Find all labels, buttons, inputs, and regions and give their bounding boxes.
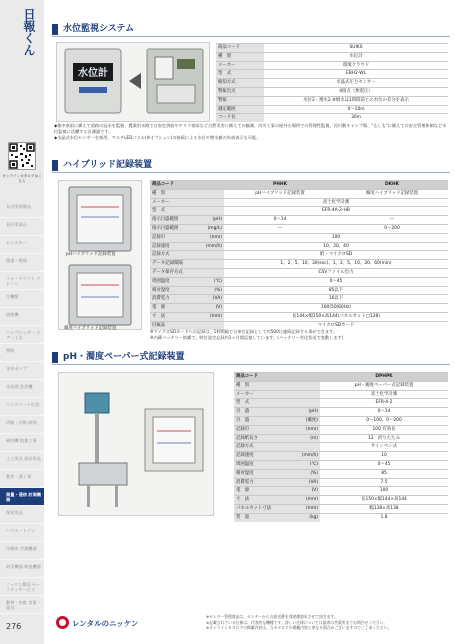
spec-value: 0〜200 bbox=[336, 224, 448, 233]
spec-label: メーカー bbox=[216, 61, 264, 70]
note-line: ※内蔵バッテリー搭載で、時計設定記録約1ヶ月間記憶しています。(バッテリー劣化状況で変動します) bbox=[150, 335, 344, 340]
spec-unit: (VA) bbox=[294, 478, 320, 487]
water-level-notes bbox=[54, 123, 448, 141]
spec-label: 型 式 bbox=[216, 70, 264, 79]
spec-value: 7.5 bbox=[320, 478, 448, 487]
spec-unit: (VA) bbox=[202, 295, 224, 304]
spec-label: 型 式 bbox=[234, 399, 294, 408]
photo-caption-turbidity: 濁度ハイブリッド記録装置 bbox=[64, 326, 117, 331]
sidebar-item[interactable]: 照明 bbox=[0, 344, 44, 362]
spec-label: 型 式 bbox=[150, 207, 202, 216]
photo-caption-ph: pHハイブリッド記録装置 bbox=[66, 252, 116, 257]
logo-mark-icon bbox=[56, 616, 69, 629]
sidebar-item[interactable]: 保安用品 bbox=[0, 506, 44, 524]
logo-text: レンタルのニッケン bbox=[72, 619, 139, 628]
spec-value: 環境クラウド bbox=[264, 61, 448, 70]
spec-unit: (%) bbox=[294, 469, 320, 478]
note-line: ◆水晶式水位センサーを採用。マルチLEDパネル(※オプション)の接続による水位や増水値の外部表示も可能。 bbox=[54, 135, 261, 140]
spec-value: 0〜45 bbox=[320, 460, 448, 469]
sidebar-item[interactable]: コンプレッサー エアー工具 bbox=[0, 326, 44, 344]
spec-value: 85以下 bbox=[224, 286, 448, 295]
spec-unit: (℃) bbox=[202, 277, 224, 286]
sidebar bbox=[0, 0, 44, 644]
spec-unit: (mm) bbox=[294, 496, 320, 505]
sidebar-item[interactable]: コンクリート打設 bbox=[0, 398, 44, 416]
spec-unit: (mm/h) bbox=[294, 452, 320, 461]
sidebar-item[interactable]: 切断・切削 研削 bbox=[0, 416, 44, 434]
spec-value: — bbox=[224, 224, 336, 233]
sidebar-item[interactable]: ハウス・トイレ bbox=[0, 524, 44, 542]
spec-label: 指示目盛範囲 bbox=[150, 216, 202, 225]
spec-label: 種 別 bbox=[150, 189, 202, 198]
footer-note: ※記載されている仕様は、代表的な機種です。詳しい仕様については最寄の営業所までお問合せください。 bbox=[206, 619, 388, 625]
spec-value: 30m bbox=[264, 114, 448, 122]
spec-label: 記録方式 bbox=[234, 443, 294, 452]
spec-unit: (kg) bbox=[294, 513, 320, 521]
spec-unit: (V) bbox=[202, 304, 224, 313]
svg-text:水位計: 水位計 bbox=[78, 68, 108, 79]
paper-recorder-photo bbox=[58, 372, 214, 516]
spec-value: EBH2-WL bbox=[264, 70, 448, 79]
spec-unit bbox=[202, 260, 224, 269]
spec-value: 水位2・増水2 ※増水は1時間前との水位の差分を表示 bbox=[264, 96, 448, 105]
spec-value: 水位計 bbox=[264, 52, 448, 61]
spec-label: 電 源 bbox=[150, 304, 202, 313]
spec-label: 周囲温度 bbox=[234, 460, 294, 469]
section-title-water-level: 水位監視システム bbox=[52, 22, 450, 37]
spec-label: 記録巾 bbox=[150, 233, 202, 242]
spec-label: 商品コード bbox=[216, 44, 264, 53]
spec-unit bbox=[202, 198, 224, 207]
spec-label: 測定範囲 bbox=[216, 105, 264, 114]
spec-unit: (V) bbox=[294, 487, 320, 496]
qr-caption: オンラインカタログはこちら bbox=[2, 174, 42, 183]
spec-value: サインペン式 bbox=[320, 443, 448, 452]
spec-value: SUIKS bbox=[264, 44, 448, 53]
footer-note: ※オンラインカタログの掲載内容は、当カタログの掲載内容と異なる場合がございますのでご了承ください。 bbox=[206, 625, 392, 631]
spec-value: 12 折りたたみ bbox=[320, 434, 448, 443]
spec-unit: (mm) bbox=[294, 504, 320, 513]
spec-value: 100 有効長 bbox=[320, 425, 448, 434]
paper-recorder-icon bbox=[59, 373, 213, 515]
spec-unit: (pH) bbox=[294, 408, 320, 417]
sidebar-item[interactable]: 揚重・整地 bbox=[0, 254, 44, 272]
sidebar-item[interactable]: 長計所高台 bbox=[0, 218, 44, 236]
spec-value: 富士化学計測 bbox=[224, 198, 448, 207]
page-number: 276 bbox=[6, 622, 22, 631]
sidebar-item[interactable]: 土工用具 保安用品 bbox=[0, 452, 44, 470]
spec-label: 記録方式 bbox=[150, 251, 202, 260]
spec-value: 100 bbox=[224, 233, 448, 242]
spec-unit bbox=[202, 189, 224, 198]
spec-value: 0〜45 bbox=[224, 277, 448, 286]
spec-unit bbox=[294, 390, 320, 399]
spec-value: 1.8 bbox=[320, 513, 448, 521]
spec-label: 指示目盛範囲 bbox=[150, 224, 202, 233]
spec-unit: (℃) bbox=[294, 460, 320, 469]
spec-label: 目 盛 bbox=[234, 408, 294, 417]
spec-unit bbox=[294, 443, 320, 452]
spec-unit: (%) bbox=[202, 286, 224, 295]
spec-unit bbox=[202, 181, 224, 190]
spec-value: 紙・マイクロSD bbox=[224, 251, 448, 260]
spec-unit: (mm) bbox=[294, 425, 320, 434]
sidebar-item[interactable]: 防災機器 検査機器 bbox=[0, 560, 44, 578]
sidebar-item[interactable]: 動物・害獣 食事・寝具 bbox=[0, 596, 44, 614]
sidebar-item[interactable]: 締固機 地業工事 bbox=[0, 434, 44, 452]
spec-unit: (mg/L) bbox=[202, 224, 224, 233]
note-line: ※マイクロSDカードへの記録は、1秒間隔で日単位記録として約500日連続記録する事ができます。 bbox=[150, 329, 338, 334]
spec-value: 100 bbox=[320, 487, 448, 496]
spec-value: マイクロSDカード bbox=[224, 321, 448, 329]
spec-value: CSVファイル出力 bbox=[224, 268, 448, 277]
spec-label: パネルカット寸法 bbox=[234, 504, 294, 513]
spec-label: 記録速度 bbox=[234, 452, 294, 461]
spec-value: 0〜10m bbox=[264, 105, 448, 114]
spec-value: 長144×幅150×高144(パネルカット□138) bbox=[224, 312, 448, 321]
spec-label: データ記録間隔 bbox=[150, 260, 202, 269]
spec-value: 10、20、40 bbox=[224, 242, 448, 251]
spec-value: DKHK bbox=[336, 181, 448, 190]
paper-recorder-spec-table bbox=[234, 372, 448, 522]
spec-unit bbox=[294, 381, 320, 390]
spec-unit: (mm) bbox=[202, 312, 224, 321]
spec-value: EFR-4-2 bbox=[320, 399, 448, 408]
sidebar-item[interactable]: ニッケン製品 セーフティサービス bbox=[0, 578, 44, 596]
water-level-device-icon bbox=[57, 43, 209, 121]
spec-label: 消費電力 bbox=[234, 478, 294, 487]
spec-label: 相対湿度 bbox=[234, 469, 294, 478]
spec-label: 相対湿度 bbox=[150, 286, 202, 295]
sidebar-item[interactable]: 冷暖房 空調機器 bbox=[0, 542, 44, 560]
spec-label: 種 別 bbox=[216, 52, 264, 61]
spec-value: EFR-4A-2-HB bbox=[224, 207, 448, 216]
hybrid-notes bbox=[150, 329, 448, 341]
spec-value: 0〜14 bbox=[320, 408, 448, 417]
spec-unit: (濁度) bbox=[294, 416, 320, 425]
spec-label: 記録速度 bbox=[150, 242, 202, 251]
spec-value: 16以下 bbox=[224, 295, 448, 304]
spec-label: 警報出点 bbox=[216, 87, 264, 96]
section-title-paper-recorder: pH・濁度ペーパー式記録装置 bbox=[52, 350, 450, 365]
spec-label: 商品コード bbox=[150, 181, 202, 190]
company-logo[interactable] bbox=[56, 614, 139, 632]
spec-label: 検知方式 bbox=[216, 79, 264, 88]
spec-label: 記録巾 bbox=[234, 425, 294, 434]
spec-label: 消費電力 bbox=[150, 295, 202, 304]
spec-value: DPHPK bbox=[320, 373, 448, 382]
sidebar-item[interactable]: レンタカー bbox=[0, 236, 44, 254]
spec-value: 長150×幅144×高144 bbox=[320, 496, 448, 505]
brand-title: 日報くん bbox=[22, 8, 36, 56]
spec-unit: (m) bbox=[294, 434, 320, 443]
main-content bbox=[52, 0, 450, 644]
spec-label: 警報 bbox=[216, 96, 264, 105]
spec-label: 寸 法 bbox=[150, 312, 202, 321]
spec-label: 種 別 bbox=[234, 381, 294, 390]
spec-label: メーカー bbox=[150, 198, 202, 207]
spec-unit: (mm/h) bbox=[202, 242, 224, 251]
footer-notes bbox=[206, 614, 452, 631]
section-title-hybrid: ハイブリッド記録装置 bbox=[52, 158, 450, 173]
side-nav bbox=[0, 200, 44, 614]
spec-value: 濁度ハイブリッド記録装置 bbox=[336, 189, 448, 198]
spec-value: pHハイブリッド記録装置 bbox=[224, 189, 336, 198]
footer-note: ※センター管理商品は、センターからの最送費を別途御請求させて頂きます。 bbox=[206, 614, 338, 619]
spec-value: 0〜14 bbox=[224, 216, 336, 225]
sidebar-item[interactable]: 溶接機 bbox=[0, 308, 44, 326]
spec-unit bbox=[202, 207, 224, 216]
spec-value: — bbox=[336, 216, 448, 225]
spec-unit bbox=[202, 251, 224, 260]
spec-value: pH・濁度ペーパー式記録装置 bbox=[320, 381, 448, 390]
spec-label: 質 量 bbox=[234, 513, 294, 521]
spec-unit bbox=[294, 373, 320, 382]
spec-value: 富士化学計測 bbox=[320, 390, 448, 399]
spec-value: 0〜100、0〜200 bbox=[320, 416, 448, 425]
spec-value: 幅138×高138 bbox=[320, 504, 448, 513]
spec-value: 4接点（無電圧） bbox=[264, 87, 448, 96]
spec-unit: (mm) bbox=[202, 233, 224, 242]
spec-unit bbox=[294, 399, 320, 408]
spec-label: データ保存方式 bbox=[150, 268, 202, 277]
water-level-spec-table bbox=[216, 43, 448, 122]
spec-value: 10 bbox=[320, 452, 448, 461]
water-level-photo bbox=[56, 42, 210, 122]
spec-label: 寸 法 bbox=[234, 496, 294, 505]
hybrid-spec-table bbox=[150, 180, 448, 330]
spec-label: 周囲温度 bbox=[150, 277, 202, 286]
spec-label: 付属品 bbox=[150, 321, 202, 329]
spec-label: メーカー bbox=[234, 390, 294, 399]
sidebar-item[interactable]: 長計所常備品 bbox=[0, 200, 44, 218]
sidebar-item[interactable]: 水処理 洗浄機 bbox=[0, 380, 44, 398]
sidebar-item[interactable]: 空機類 bbox=[0, 290, 44, 308]
sidebar-item[interactable]: 製作・薄工事 bbox=[0, 470, 44, 488]
qr-code-icon[interactable] bbox=[8, 142, 36, 170]
spec-value: 1、2、5、10、30(sec)、1、2、5、10、30、60(min) bbox=[224, 260, 448, 269]
sidebar-item-active[interactable]: 測量・通信 計測機器 bbox=[0, 488, 44, 506]
spec-label: 商品コード bbox=[234, 373, 294, 382]
spec-value: 100(50/60Hz) bbox=[224, 304, 448, 313]
spec-label: コード長 bbox=[216, 114, 264, 122]
note-line: ◆集中豪雨に備えて道路の冠水を監視、農業用水路では安定供給やゲリラ豪雨など自然災害に備えての観測、河川工事の屋外た場所での管理性監視、河川敷キャンプ場、"もしも"に備えての安全管理体制など水位監視に活躍する計測器です。 bbox=[54, 123, 447, 134]
spec-value: 水晶式圧力センサー bbox=[264, 79, 448, 88]
spec-unit bbox=[202, 268, 224, 277]
sidebar-item[interactable]: 水中ポンプ bbox=[0, 362, 44, 380]
spec-label: 電 源 bbox=[234, 487, 294, 496]
spec-label: 目 盛 bbox=[234, 416, 294, 425]
spec-unit: (pH) bbox=[202, 216, 224, 225]
spec-value: 85 bbox=[320, 469, 448, 478]
spec-value: PHHK bbox=[224, 181, 336, 190]
spec-label: 記録紙長さ bbox=[234, 434, 294, 443]
sidebar-item[interactable]: フォークリフト クレーン bbox=[0, 272, 44, 290]
